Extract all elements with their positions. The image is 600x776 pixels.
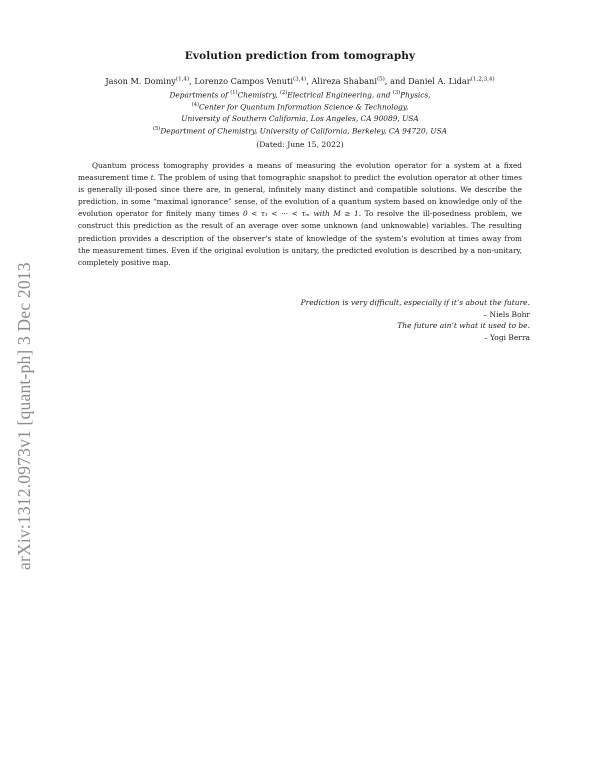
epigraph-quote: The future ain’t what it used to be. [397,321,530,331]
author-name: Jason M. Dominy [105,76,176,86]
paper-title: Evolution prediction from tomography [184,50,416,62]
epigraph-author: – Niels Bohr [483,309,530,319]
author-name: Lorenzo Campos Venuti [194,76,293,86]
affiliation-line-3 [0,114,600,123]
affiliation-line-1 [0,90,600,99]
epigraphs [210,297,530,343]
affiliation-text: Electrical Engineering, and [287,90,393,100]
abstract-math: t [150,173,154,183]
author-separator: , [189,76,195,86]
affiliation-mark: (4) [191,102,200,108]
author-separator: , [306,76,312,86]
abstract-math: 0 < τ₁ < ··· < τₘ with M ≥ 1 [242,209,359,219]
affiliation-mark: (3) [392,90,401,96]
affiliation-text: University of Southern California, Los Angeles, CA 90089, USA [181,114,419,123]
author-list [0,76,600,86]
epigraph-author: – Yogi Berra [483,332,530,342]
author-affiliation-mark: (1,4) [175,76,190,83]
abstract-text: . The problem of using that tomographic snapshot to predict the evolution operator at other times is generally ill-posed since there are, in general, infinitely many distinct and compatible solutions. We describe the prediction, in some “maximal ignorance” sense, of the evolution of a quantum system based on knowledge only of the evolution operator for finitely many times [78,173,522,219]
abstract-text: . To resolve the ill-posedness problem, we construct this prediction as the result of an average over some unknown (and unknowable) variables. The resulting prediction provides a description of the observer’s state of knowledge of the system’s evolution at times away from the measurement times. Even if the original evolution is unitary, the predicted evolution is described by a non-unitary, completely positive map. [78,209,522,267]
affiliation-text: Departments of [169,90,231,100]
arxiv-identifier: arXiv:1312.0973v1 [quant-ph] 3 Dec 2013 [14,262,34,570]
affiliation-text: Physics, [400,90,431,100]
abstract-paragraph [78,160,522,269]
affiliation-mark: (5) [153,126,161,132]
affiliation-line-2 [0,102,600,111]
date-line: (Dated: June 15, 2022) [256,140,344,149]
epigraph-quote: Prediction is very difficult, especially if it’s about the future. [300,298,530,307]
author-name: Alireza Shabani [311,76,377,86]
affiliation-mark: (2) [279,90,288,96]
affiliation-text: Department of Chemistry, University of California, Berkeley, CA 94720, USA [160,126,447,136]
affiliation-line-4 [0,126,600,135]
affiliation-text: Center for Quantum Information Science & Technology, [199,102,409,112]
author-affiliation-mark: (3,4) [292,76,307,83]
author-affiliation-mark: (1,2,3,4) [470,76,495,83]
abstract [78,160,522,269]
affiliation-mark: (1) [230,90,238,96]
author-affiliation-mark: (5) [376,76,385,83]
abstract-text: Quantum process tomography provides a means of measuring the evolution operator for a system at a fixed measurement time [78,161,522,183]
author-separator: , and [384,76,409,86]
author-name: Daniel A. Lidar [408,76,471,86]
affiliation-text: Chemistry, [237,90,280,100]
